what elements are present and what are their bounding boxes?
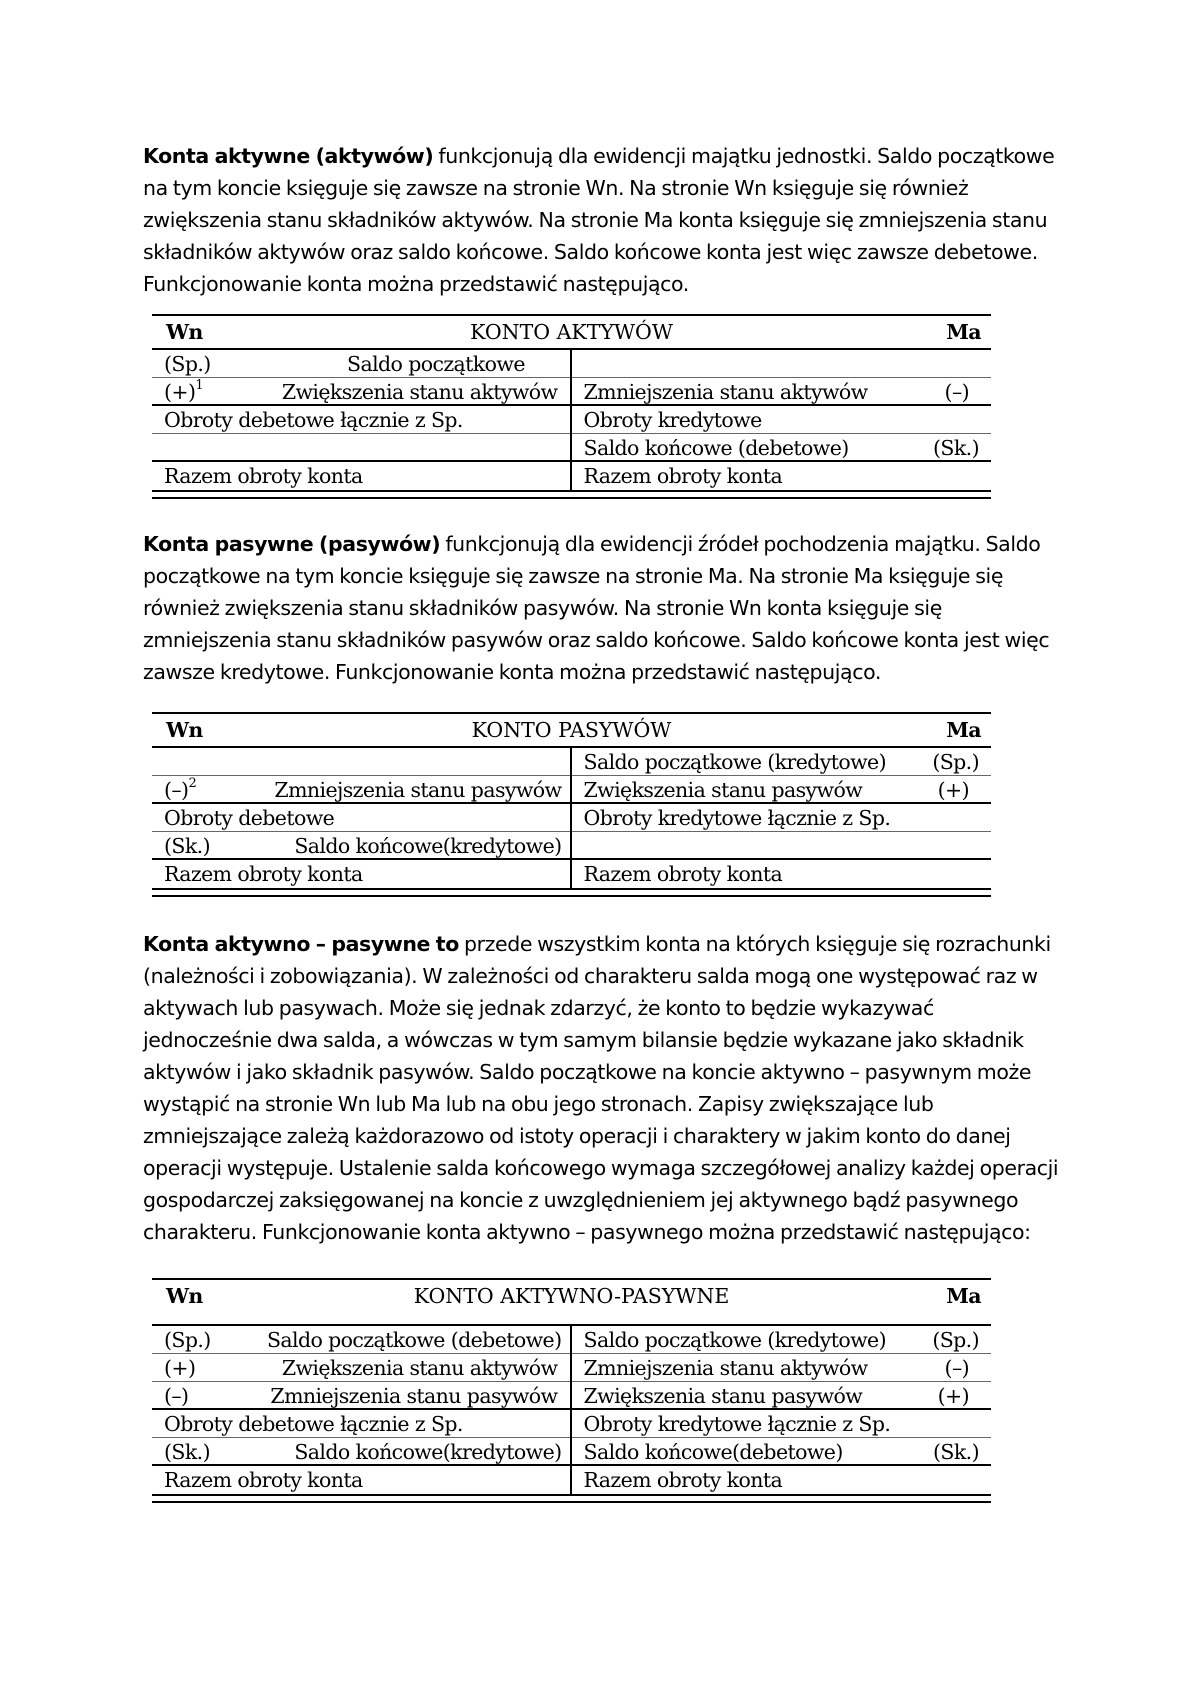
debit-side — [152, 1326, 572, 1494]
entry-label: Obroty kredytowe łącznie z Sp. — [583, 1412, 891, 1436]
para-lead: Konta aktywne (aktywów) — [143, 144, 434, 168]
double-rule — [152, 495, 991, 499]
account-row — [152, 1354, 570, 1382]
para-line: jednocześnie dwa salda, a wówczas w tym samym bilansie będzie wykazane jako składnik — [143, 1028, 1024, 1052]
account-row — [572, 748, 992, 776]
para-line: Funkcjonowanie konta można przedstawić następująco. — [143, 272, 689, 296]
paragraph-konta-aktywno-pasywne — [143, 928, 1088, 1248]
para-line: operacji występuje. Ustalenie salda końcowego wymaga szczegółowej analizy każdej operacji — [143, 1156, 1059, 1180]
para-line: początkowe na tym koncie księguje się zawsze na stronie Ma. Na stronie Ma księguje się — [143, 564, 1004, 588]
para-line: funkcjonują dla ewidencji źródeł pochodzenia majątku. Saldo — [440, 532, 1041, 556]
account-header — [152, 314, 991, 350]
account-row — [152, 804, 570, 832]
account-table-aktywow — [152, 314, 991, 499]
entry-sign: (Sp.) — [932, 1328, 979, 1352]
account-title: KONTO AKTYWÓW — [470, 320, 673, 344]
account-row — [572, 1354, 992, 1382]
entry-sign: (Sp.) — [164, 1328, 211, 1352]
paragraph-konta-aktywne — [143, 140, 1088, 300]
account-row — [572, 1410, 992, 1438]
double-rule — [152, 893, 991, 897]
entry-label: Zwiększenia stanu pasywów — [583, 778, 863, 802]
account-row — [152, 1326, 570, 1354]
entry-label: Saldo końcowe (debetowe) — [583, 436, 849, 460]
entry-label: Saldo początkowe (kredytowe) — [583, 750, 886, 774]
entry-label: Saldo początkowe (kredytowe) — [583, 1328, 886, 1352]
entry-sign: (+) — [164, 1356, 196, 1380]
account-row — [572, 1438, 992, 1466]
account-row — [152, 434, 570, 462]
account-row — [572, 350, 992, 378]
para-line: na tym koncie księguje się zawsze na stronie Wn. Na stronie Wn księguje się również — [143, 176, 969, 200]
paragraph-konta-pasywne — [143, 528, 1088, 688]
entry-label: Obroty debetowe łącznie z Sp. — [164, 1412, 463, 1436]
wn-label: Wn — [166, 718, 203, 742]
para-line: również zwiększenia stanu składników pasywów. Na stronie Wn konta księguje się — [143, 596, 942, 620]
ma-label: Ma — [946, 1284, 981, 1308]
para-line: (należności i zobowiązania). W zależności od charakteru salda mogą one występować raz w — [143, 964, 1038, 988]
credit-side — [572, 1326, 992, 1494]
wn-label: Wn — [166, 1284, 203, 1308]
entry-label: Razem obroty konta — [164, 464, 363, 488]
entry-sign: (Sp.) — [932, 750, 979, 774]
entry-sign: (–) — [944, 1356, 969, 1380]
entry-sign: (Sk.) — [933, 436, 979, 460]
account-table-aktywno-pasywne — [152, 1278, 991, 1503]
account-row — [572, 406, 992, 434]
entry-label: Razem obroty konta — [164, 1468, 363, 1492]
account-row — [152, 406, 570, 434]
entry-label: Saldo końcowe(kredytowe) — [294, 1440, 562, 1464]
account-row — [152, 1466, 570, 1494]
para-line: gospodarczej zaksięgowanej na koncie z uwzględnieniem jej aktywnego bądź pasywnego — [143, 1188, 1019, 1212]
entry-label: Razem obroty konta — [583, 464, 783, 488]
entry-sign: (Sk.) — [164, 1440, 210, 1464]
footnote-marker: 1 — [195, 378, 204, 393]
credit-side — [572, 748, 992, 888]
account-row — [152, 378, 570, 406]
entry-label: Zwiększenia stanu aktywów — [281, 380, 558, 404]
para-lead: Konta pasywne (pasywów) — [143, 532, 441, 556]
para-line: przede wszystkim konta na których księguje się rozrachunki — [458, 932, 1051, 956]
entry-sign: (–) — [164, 1384, 189, 1408]
para-line: aktywach lub pasywach. Może się jednak zdarzyć, że konto to będzie wykazywać — [143, 996, 934, 1020]
entry-sign: $(+)^1$ — [164, 378, 204, 404]
account-row — [572, 860, 992, 888]
entry-sign: (–) — [944, 380, 969, 404]
entry-sign: (Sk.) — [933, 1440, 979, 1464]
account-row — [572, 1466, 992, 1494]
account-row — [572, 1326, 992, 1354]
account-row — [572, 776, 992, 804]
account-row — [152, 1410, 570, 1438]
entry-label: Zmniejszenia stanu pasywów — [270, 1384, 558, 1408]
account-table-pasywow — [152, 712, 991, 897]
footnote-marker: 2 — [188, 776, 197, 791]
account-row — [152, 776, 570, 804]
account-row — [152, 1382, 570, 1410]
account-row — [152, 350, 570, 378]
account-header — [152, 1278, 991, 1326]
para-line: wystąpić na stronie Wn lub Ma lub na obu jego stronach. Zapisy zwiększające lub — [143, 1092, 934, 1116]
entry-label: Razem obroty konta — [164, 862, 363, 886]
account-row — [572, 462, 992, 490]
para-line: zmniejszające zależą każdorazowo od istoty operacji i charaktery w jakim konto do danej — [143, 1124, 1011, 1148]
entry-label: Zmniejszenia stanu pasywów — [274, 778, 562, 802]
para-line: funkcjonują dla ewidencji majątku jednostki. Saldo początkowe — [433, 144, 1055, 168]
ma-label: Ma — [946, 718, 981, 742]
account-body — [152, 748, 991, 890]
para-line: składników aktywów oraz saldo końcowe. Saldo końcowe konta jest więc zawsze debetowe. — [143, 240, 1038, 264]
entry-label: Obroty debetowe — [164, 806, 335, 830]
para-line: aktywów i jako składnik pasywów. Saldo początkowe na koncie aktywno – pasywnym może — [143, 1060, 1032, 1084]
para-line: zwiększenia stanu składników aktywów. Na stronie Ma konta księguje się zmniejszenia stanu — [143, 208, 1048, 232]
para-lead: Konta aktywno – pasywne to — [143, 932, 459, 956]
entry-sign: (+) — [937, 778, 969, 802]
entry-label: Obroty kredytowe — [583, 408, 762, 432]
entry-sign: (+) — [937, 1384, 969, 1408]
account-row — [572, 1382, 992, 1410]
entry-label: Zwiększenia stanu aktywów — [281, 1356, 558, 1380]
wn-label: Wn — [166, 320, 203, 344]
account-row — [572, 378, 992, 406]
account-row — [152, 1438, 570, 1466]
account-body — [152, 350, 991, 492]
account-row — [572, 434, 992, 462]
entry-label: Zmniejszenia stanu aktywów — [583, 1356, 868, 1380]
para-line: zmniejszenia stanu składników pasywów oraz saldo końcowe. Saldo końcowe konta jest więc — [143, 628, 1050, 652]
account-body — [152, 1326, 991, 1496]
double-rule — [152, 1499, 991, 1503]
entry-label: Saldo końcowe(debetowe) — [583, 1440, 843, 1464]
para-line: charakteru. Funkcjonowanie konta aktywno – pasywnego można przedstawić następująco: — [143, 1220, 1031, 1244]
entry-sign: (Sk.) — [164, 834, 210, 858]
account-row — [572, 804, 992, 832]
para-line: zawsze kredytowe. Funkcjonowanie konta można przedstawić następująco. — [143, 660, 881, 684]
account-row — [152, 832, 570, 860]
entry-sign: (Sp.) — [164, 352, 211, 376]
debit-side — [152, 748, 572, 888]
account-row — [152, 860, 570, 888]
debit-side — [152, 350, 572, 490]
entry-label: Razem obroty konta — [583, 1468, 783, 1492]
entry-label: Obroty debetowe łącznie z Sp. — [164, 408, 463, 432]
credit-side — [572, 350, 992, 490]
entry-label: Zmniejszenia stanu aktywów — [583, 380, 868, 404]
ma-label: Ma — [946, 320, 981, 344]
entry-sign: $(-)^2$ — [164, 776, 197, 802]
entry-label: Zwiększenia stanu pasywów — [583, 1384, 863, 1408]
entry-label: Saldo początkowe — [347, 352, 525, 376]
account-row — [152, 748, 570, 776]
account-title: KONTO AKTYWNO-PASYWNE — [413, 1284, 730, 1308]
entry-label: Razem obroty konta — [583, 862, 783, 886]
entry-label: Saldo końcowe(kredytowe) — [294, 834, 562, 858]
account-row — [152, 462, 570, 490]
entry-label: Saldo początkowe (debetowe) — [266, 1328, 562, 1352]
account-title: KONTO PASYWÓW — [471, 718, 672, 742]
account-header — [152, 712, 991, 748]
entry-label: Obroty kredytowe łącznie z Sp. — [583, 806, 891, 830]
account-row — [572, 832, 992, 860]
